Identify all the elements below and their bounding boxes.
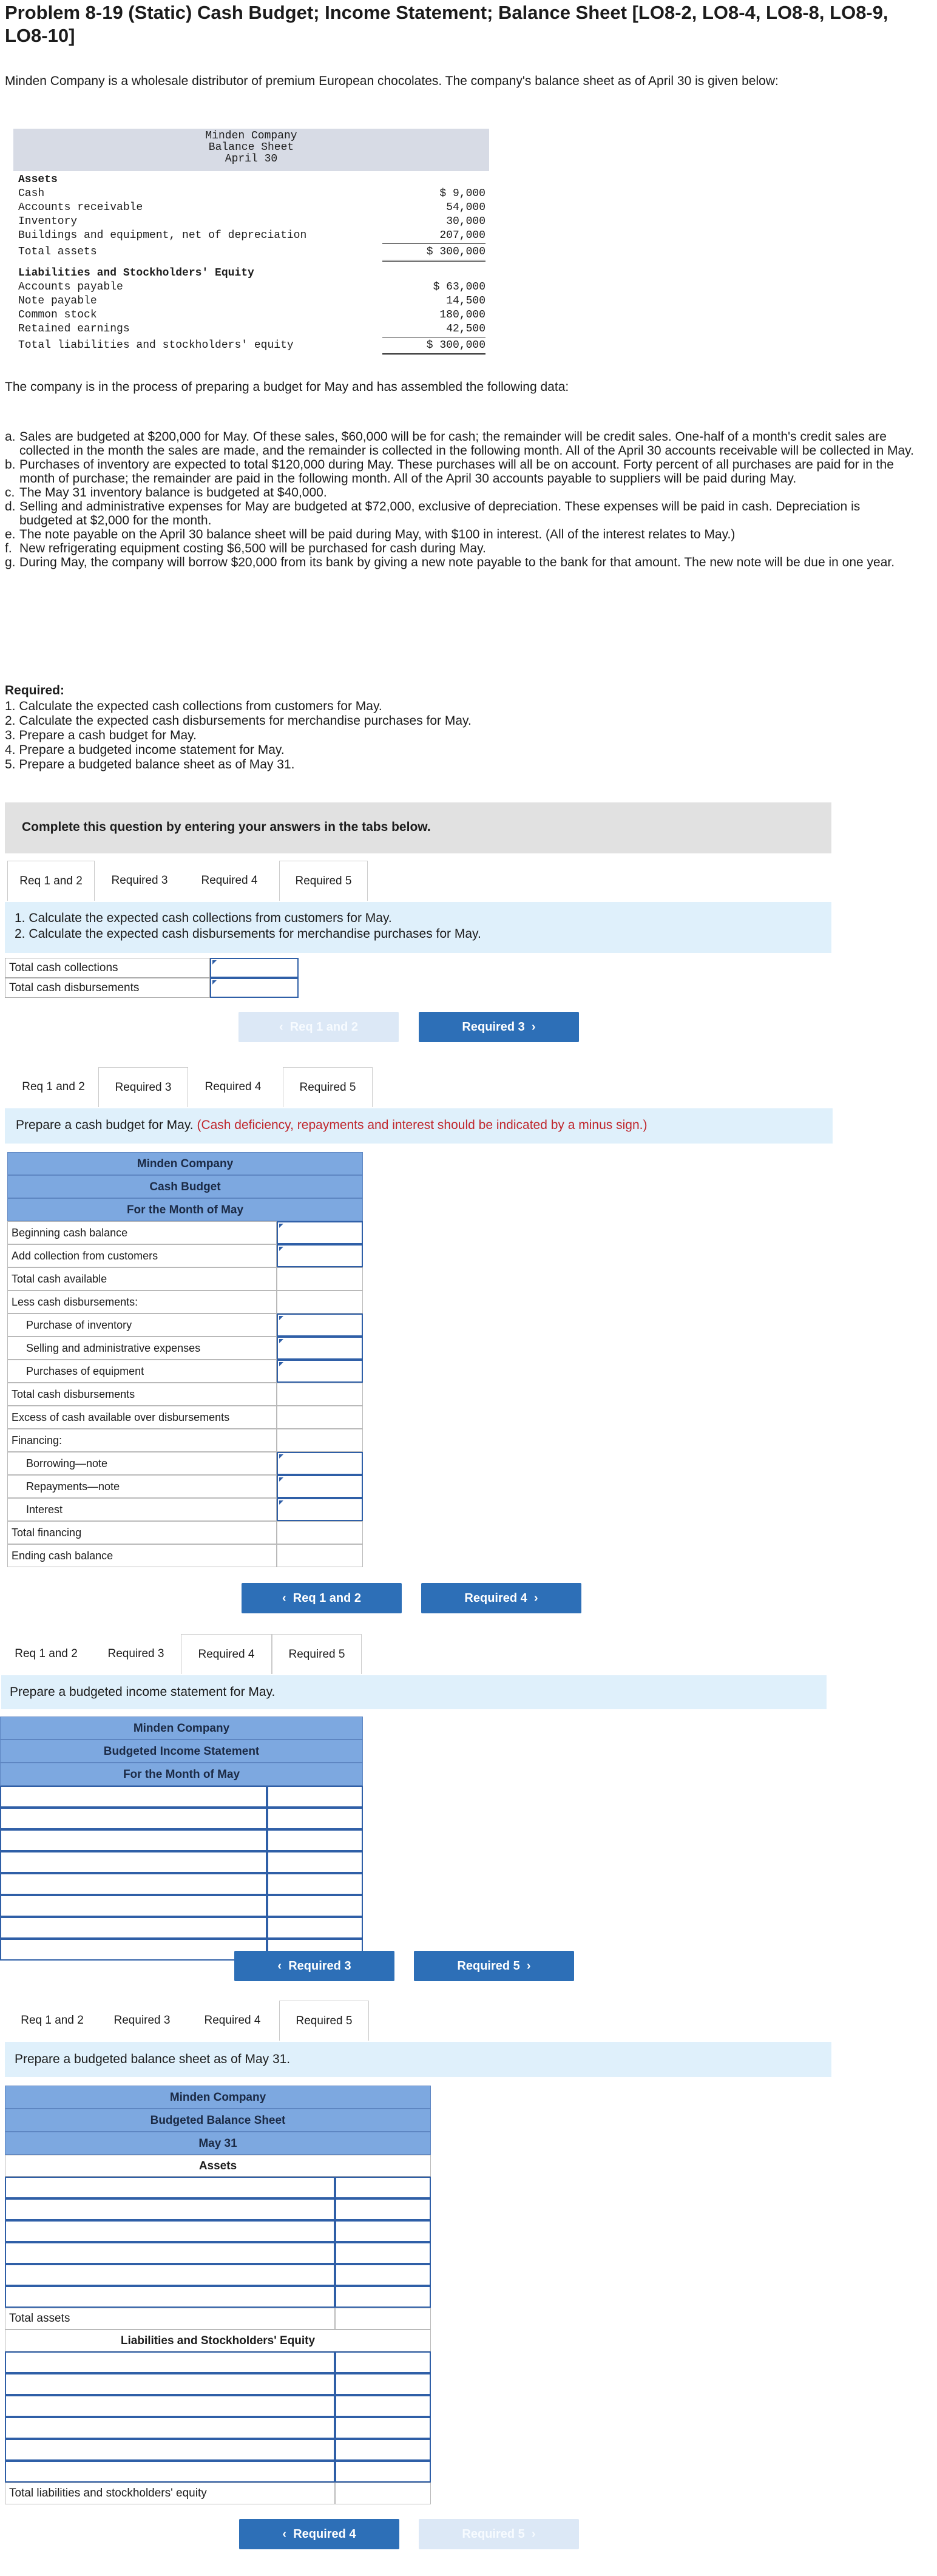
liabilities-heading: Liabilities and Stockholders' Equity <box>5 2330 431 2351</box>
table-row: Beginning cash balance <box>7 1221 363 1244</box>
tab-required-5[interactable]: Required 5 <box>272 1634 362 1674</box>
table-row <box>5 2220 431 2242</box>
table-row <box>5 2417 431 2439</box>
table-row <box>5 2308 431 2330</box>
table-row <box>0 1786 363 1808</box>
table-row: Interest <box>7 1498 363 1521</box>
bs-row: Common stock 180,000 <box>18 309 485 321</box>
table-row: Total cash disbursements <box>7 1383 363 1406</box>
bs-total-row: Total assets $ 300,000 <box>18 245 485 260</box>
is-amount-input[interactable] <box>267 1829 363 1851</box>
tab-required-4[interactable]: Required 4 <box>181 1634 272 1674</box>
table-row <box>5 2395 431 2417</box>
table-row <box>0 1917 363 1939</box>
bs-amount-input[interactable] <box>335 2264 431 2286</box>
budgeted-bs-company: Minden Company <box>5 2086 431 2109</box>
bs-amount-input[interactable] <box>335 2220 431 2242</box>
assets-heading: Assets <box>5 2155 431 2177</box>
table-row <box>5 2373 431 2395</box>
balance-sheet-header <box>13 129 489 171</box>
required-list <box>5 699 915 772</box>
bs-row: Buildings and equipment, net of depreciation 207,000 <box>18 229 485 243</box>
chevron-right-icon: › <box>533 1591 538 1605</box>
data-list <box>5 430 915 569</box>
is-amount-input[interactable] <box>267 1917 363 1939</box>
list-item: c. The May 31 inventory balance is budgeted at $40,000. <box>5 486 327 500</box>
req5-instructions: Prepare a budgeted balance sheet as of May 31. <box>5 2042 831 2077</box>
table-row: Add collection from customers <box>7 1244 363 1267</box>
req3-instructions: Prepare a cash budget for May. (Cash deficiency, repayments and interest should be indicated by a minus sign.) <box>5 1108 833 1144</box>
total-cash-collections-label: Total cash collections <box>5 958 210 978</box>
table-row: Total cash available <box>7 1267 363 1290</box>
total-assets-label: Total assets <box>5 2308 335 2330</box>
table-row <box>0 1808 363 1829</box>
list-item: 5. Prepare a budgeted balance sheet as of May 31. <box>5 758 295 771</box>
page-title: Problem 8-19 (Static) Cash Budget; Income Statement; Balance Sheet [LO8-2, LO8-4, LO8-8, LO8-9, LO8-10] <box>5 2 888 46</box>
prev-button[interactable]: ‹ Req 1 and 2 <box>238 1012 399 1042</box>
bs-label-input[interactable] <box>5 2242 335 2264</box>
answer-row <box>5 978 300 998</box>
budgeted-bs-title: Budgeted Balance Sheet <box>5 2109 431 2132</box>
tab-bar <box>1 1634 365 1674</box>
is-amount-input[interactable] <box>267 1786 363 1808</box>
total-liab-label: Total liabilities and stockholders' equity <box>5 2483 335 2504</box>
tab-required-4[interactable]: Required 4 <box>188 1067 278 1107</box>
total-cash-available-cell <box>277 1267 363 1290</box>
borrowing-input[interactable] <box>277 1452 363 1475</box>
tab-bar <box>8 1067 373 1107</box>
list-item: 2. Calculate the expected cash disbursements for merchandise purchases for May. <box>5 714 472 728</box>
is-label-input[interactable] <box>0 1917 267 1939</box>
tab-required-4[interactable]: Required 4 <box>184 861 274 901</box>
tab-req-1-2[interactable]: Req 1 and 2 <box>8 1067 98 1107</box>
is-amount-input[interactable] <box>267 1851 363 1873</box>
next-button[interactable]: Required 3 › <box>419 1012 579 1042</box>
bs-assets-heading: Assets <box>18 174 58 186</box>
total-financing-cell <box>277 1521 363 1544</box>
list-item: 3. Prepare a cash budget for May. <box>5 728 197 742</box>
excess-cell <box>277 1406 363 1429</box>
complete-note: Complete this question by entering your answers in the tabs below. <box>22 820 431 834</box>
list-item: g. During May, the company will borrow $20,000 from its bank by giving a new note payable to the bank for that amount. The new note will be due in one year. <box>5 555 895 569</box>
table-row <box>0 1873 363 1895</box>
bs-label-input[interactable] <box>5 2220 335 2242</box>
total-cash-collections-input[interactable] <box>210 958 299 978</box>
list-item: a. Sales are budgeted at $200,000 for May. Of these sales, $60,000 will be for cash; the remainder will be credit sales. One-half of a month's credit sales are collected in the month the sales are made, and the remainder is collected in the following month. All of the April 30 accounts receivable will be collected in May. <box>5 430 914 458</box>
req4-instructions: Prepare a budgeted income statement for May. <box>1 1675 827 1709</box>
table-row: Total financing <box>7 1521 363 1544</box>
table-row <box>5 2483 431 2504</box>
chevron-left-icon: ‹ <box>282 2527 287 2541</box>
bs-label-input[interactable] <box>5 2461 335 2483</box>
cash-budget-period: For the Month of May <box>7 1198 363 1221</box>
is-label-input[interactable] <box>0 1851 267 1873</box>
table-row <box>5 2286 431 2308</box>
table-row <box>5 2461 431 2483</box>
table-row <box>5 2264 431 2286</box>
budget-intro: The company is in the process of preparing a budget for May and has assembled the following data: <box>5 380 569 394</box>
income-statement-title: Budgeted Income Statement <box>0 1740 363 1763</box>
list-item: e. The note payable on the April 30 balance sheet will be paid during May, with $100 in interest. (All of the interest relates to May.) <box>5 527 736 541</box>
table-row: Borrowing—note <box>7 1452 363 1475</box>
prev-button[interactable]: ‹ Req 1 and 2 <box>242 1583 402 1613</box>
is-label-input[interactable] <box>0 1829 267 1851</box>
bs-row: Accounts payable $ 63,000 <box>18 281 485 293</box>
bs-row: Retained earnings 42,500 <box>18 322 485 337</box>
table-row: Selling and administrative expenses <box>7 1337 363 1360</box>
total-disbursements-cell <box>277 1383 363 1406</box>
bs-amount-input[interactable] <box>335 2373 431 2395</box>
bs-row: Note payable 14,500 <box>18 295 485 307</box>
beginning-cash-input[interactable] <box>277 1221 363 1244</box>
bs-label-input[interactable] <box>5 2198 335 2220</box>
is-label-input[interactable] <box>0 1939 267 1961</box>
total-cash-disbursements-label: Total cash disbursements <box>5 978 210 998</box>
is-amount-input[interactable] <box>267 1873 363 1895</box>
is-label-input[interactable] <box>0 1808 267 1829</box>
bs-amount-input[interactable] <box>335 2417 431 2439</box>
tab-req-1-2[interactable]: Req 1 and 2 <box>7 2001 97 2041</box>
bs-row: Accounts receivable 54,000 <box>18 202 485 214</box>
req12-instructions <box>5 902 831 953</box>
table-row: Less cash disbursements: <box>7 1290 363 1313</box>
tab-required-5[interactable]: Required 5 <box>279 861 368 901</box>
tab-req-1-2[interactable]: Req 1 and 2 <box>7 861 95 901</box>
chevron-left-icon: ‹ <box>277 1959 282 1973</box>
income-statement-company: Minden Company <box>0 1717 363 1740</box>
table-row <box>5 2242 431 2264</box>
tab-bar <box>7 861 371 901</box>
tab-required-5[interactable]: Required 5 <box>279 2001 369 2041</box>
bs-label-input[interactable] <box>5 2395 335 2417</box>
tab-required-3[interactable]: Required 3 <box>91 1634 181 1674</box>
answer-row <box>5 958 300 978</box>
income-statement-period: For the Month of May <box>0 1763 363 1786</box>
chevron-right-icon: › <box>531 2527 536 2541</box>
next-button[interactable]: Required 4 › <box>421 1583 581 1613</box>
bs-label-input[interactable] <box>5 2373 335 2395</box>
bs-amount-input[interactable] <box>335 2198 431 2220</box>
bs-amount-input[interactable] <box>335 2242 431 2264</box>
table-row: Financing: <box>7 1429 363 1452</box>
instr-line: 1. Calculate the expected cash collections from customers for May. <box>15 911 392 925</box>
cash-budget-title: Cash Budget <box>7 1175 363 1198</box>
bs-label-input[interactable] <box>5 2177 335 2198</box>
tab-required-3[interactable]: Required 3 <box>98 1067 188 1107</box>
tab-req-1-2[interactable]: Req 1 and 2 <box>1 1634 91 1674</box>
list-item: 1. Calculate the expected cash collections from customers for May. <box>5 699 382 713</box>
is-label-input[interactable] <box>0 1895 267 1917</box>
table-row: Repayments—note <box>7 1475 363 1498</box>
collections-input[interactable] <box>277 1244 363 1267</box>
chevron-left-icon: ‹ <box>282 1591 286 1605</box>
table-row: Purchase of inventory <box>7 1313 363 1337</box>
bs-amount-input[interactable] <box>335 2439 431 2461</box>
tab-required-3[interactable]: Required 3 <box>95 861 184 901</box>
interest-input[interactable] <box>277 1498 363 1521</box>
chevron-right-icon: › <box>526 1959 531 1973</box>
table-row: Excess of cash available over disbursements <box>7 1406 363 1429</box>
bs-row: Inventory 30,000 <box>18 215 485 228</box>
instr-line: 2. Calculate the expected cash disbursements for merchandise purchases for May. <box>15 927 481 941</box>
bs-liab-heading: Liabilities and Stockholders' Equity <box>18 267 254 279</box>
list-item: b. Purchases of inventory are expected to total $120,000 during May. These purchases will all be on account. Forty percent of all purchases are paid for in the month of purchase; the remainder are paid in the following month. All of the April 30 accounts payable to suppliers will be paid during May. <box>5 458 894 486</box>
repayments-input[interactable] <box>277 1475 363 1498</box>
total-liab-cell <box>335 2483 431 2504</box>
bs-label-input[interactable] <box>5 2264 335 2286</box>
tab-required-4[interactable]: Required 4 <box>187 2001 278 2041</box>
list-item: d. Selling and administrative expenses for May are budgeted at $72,000, exclusive of depreciation. These expenses will be paid in cash. Depreciation is budgeted at $2,000 for the month. <box>5 500 861 527</box>
tab-required-5[interactable]: Required 5 <box>283 1067 373 1107</box>
selling-admin-input[interactable] <box>277 1337 363 1360</box>
bs-amount-input[interactable] <box>335 2395 431 2417</box>
next-button[interactable]: Required 5 › <box>414 1951 574 1981</box>
bs-company: Minden Company <box>205 130 297 142</box>
tab-required-3[interactable]: Required 3 <box>97 2001 187 2041</box>
budgeted-bs-date: May 31 <box>5 2132 431 2155</box>
bs-label-input[interactable] <box>5 2351 335 2373</box>
table-row <box>5 2439 431 2461</box>
bs-label-input[interactable] <box>5 2439 335 2461</box>
table-row <box>0 1895 363 1917</box>
bs-amount-input[interactable] <box>335 2177 431 2198</box>
is-amount-input[interactable] <box>267 1808 363 1829</box>
ending-cash-cell <box>277 1544 363 1567</box>
table-row <box>5 2351 431 2373</box>
table-row <box>5 2198 431 2220</box>
bs-amount-input[interactable] <box>335 2461 431 2483</box>
required-heading: Required: <box>5 683 65 697</box>
intro-text: Minden Company is a wholesale distributor of premium European chocolates. The company's balance sheet as of April 30 is given below: <box>5 74 779 88</box>
total-cash-disbursements-input[interactable] <box>210 978 299 998</box>
bs-date: April 30 <box>225 153 278 165</box>
tab-bar <box>7 2001 371 2041</box>
is-label-input[interactable] <box>0 1786 267 1808</box>
is-label-input[interactable] <box>0 1873 267 1895</box>
bs-label-input[interactable] <box>5 2417 335 2439</box>
table-row: Purchases of equipment <box>7 1360 363 1383</box>
purchase-inventory-input[interactable] <box>277 1313 363 1337</box>
prev-button[interactable]: ‹ Required 3 <box>234 1951 394 1981</box>
chevron-left-icon: ‹ <box>279 1020 283 1034</box>
table-row: Ending cash balance <box>7 1544 363 1567</box>
bs-name: Balance Sheet <box>208 141 294 154</box>
bs-amount-input[interactable] <box>335 2286 431 2308</box>
is-amount-input[interactable] <box>267 1895 363 1917</box>
bs-label-input[interactable] <box>5 2286 335 2308</box>
chevron-right-icon: › <box>531 1020 536 1034</box>
purchases-equipment-input[interactable] <box>277 1360 363 1383</box>
list-item: 4. Prepare a budgeted income statement for May. <box>5 743 285 757</box>
table-row <box>0 1829 363 1851</box>
table-row <box>5 2177 431 2198</box>
cash-budget-company: Minden Company <box>7 1152 363 1175</box>
bs-amount-input[interactable] <box>335 2351 431 2373</box>
list-item: f. New refrigerating equipment costing $6,500 will be purchased for cash during May. <box>5 541 486 555</box>
bs-total-row: Total liabilities and stockholders' equity $ 300,000 <box>18 339 485 353</box>
complete-note-bar <box>5 802 831 853</box>
next-button[interactable]: Required 5 › <box>419 2519 579 2549</box>
prev-button[interactable]: ‹ Required 4 <box>239 2519 399 2549</box>
table-row <box>0 1851 363 1873</box>
total-assets-cell <box>335 2308 431 2330</box>
bs-row: Cash $ 9,000 <box>18 188 485 200</box>
